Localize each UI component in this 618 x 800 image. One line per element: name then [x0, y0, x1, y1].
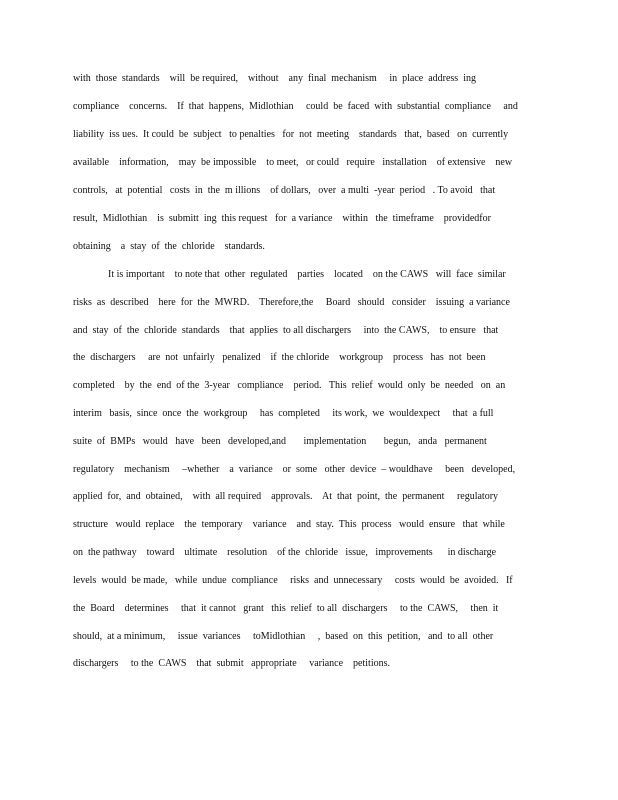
body-text-line: structure would replace the temporary variance and stay. This process would ensure that while — [73, 519, 505, 530]
body-text-line: the Board determines that it cannot grant this relief to all dischargers to the CAWS, then it — [73, 603, 499, 614]
body-text-line: available information, may be impossible to meet, or could require installation of extensive new — [73, 157, 513, 168]
body-text-line: interim basis, since once the workgroup has completed its work, we wouldexpect that a full — [73, 408, 494, 419]
body-text-line: risks as described here for the MWRD. Therefore,the Board should consider issuing a variance — [73, 297, 510, 308]
body-text-line: liability iss ues. It could be subject to penalties for not meeting standards that, based on currently — [73, 129, 509, 140]
body-text-line: obtaining a stay of the chloride standards. — [73, 241, 265, 252]
body-text-line: should, at a minimum, issue variances toMidlothian , based on this petition, and to all other — [73, 631, 494, 642]
body-text-line: applied for, and obtained, with all required approvals. At that point, the permanent regulatory — [73, 491, 499, 502]
body-text-line: controls, at potential costs in the m illions of dollars, over a multi -year period . To avoid that — [73, 185, 496, 196]
body-text-line-indented: It is important to note that other regulated parties located on the CAWS will face similar — [108, 269, 506, 280]
body-text-line: regulatory mechanism –whether a variance or some other device – wouldhave been developed, — [73, 464, 516, 475]
body-text-line: levels would be made, while undue compliance risks and unnecessary costs would be avoided. If — [73, 575, 513, 586]
body-text-line: completed by the end of the 3-year compliance period. This relief would only be needed on an — [73, 380, 506, 391]
body-text-line: and stay of the chloride standards that applies to all dischargers into the CAWS, to ensure that — [73, 325, 499, 336]
body-text-line: on the pathway toward ultimate resolution of the chloride issue, improvements in discharge — [73, 547, 497, 558]
body-text-line: dischargers to the CAWS that submit appropriate variance petitions. — [73, 658, 391, 669]
body-text-line: with those standards will be required, without any final mechanism in place address ing — [73, 73, 476, 84]
body-text-line: the dischargers are not unfairly penalized if the chloride workgroup process has not been — [73, 352, 486, 363]
body-text-line: suite of BMPs would have been developed,and implementation begun, anda permanent — [73, 436, 487, 447]
body-text-line: compliance concerns. If that happens, Midlothian could be faced with substantial compliance and — [73, 101, 518, 112]
body-text-line: result, Midlothian is submitt ing this request for a variance within the timeframe providedfor — [73, 213, 491, 224]
